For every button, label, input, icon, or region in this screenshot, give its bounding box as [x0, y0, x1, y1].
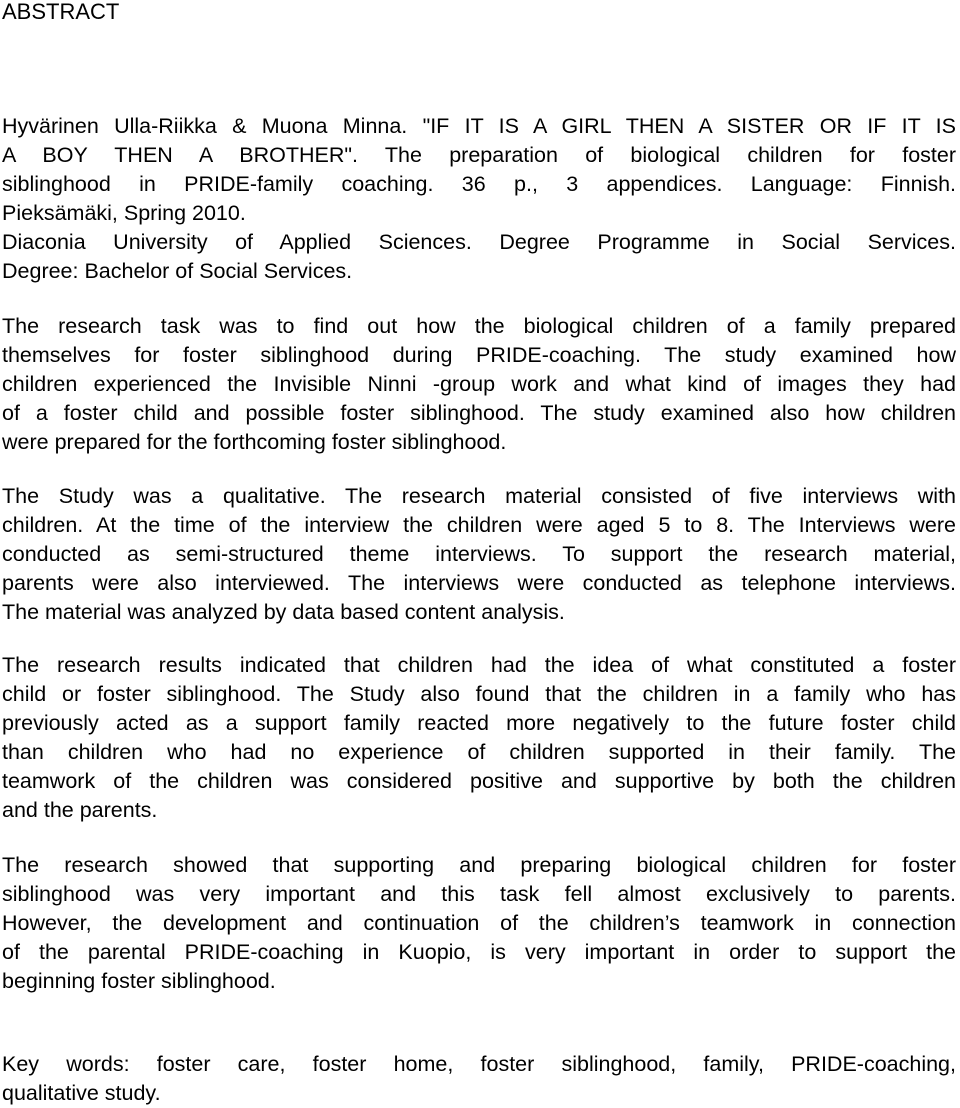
method-line: parents were also interviewed. The interviews were conducted as telephone interviews. [2, 570, 956, 595]
citation-line: A BOY THEN A BROTHER". The preparation of biological children for foster [2, 142, 956, 167]
results-line: than children who had no experience of children supported in their family. The [2, 739, 956, 764]
citation-line: Diaconia University of Applied Sciences. Degree Programme in Social Services. [2, 229, 956, 254]
research-task-line: children experienced the Invisible Ninni -group work and what kind of images they had [2, 371, 956, 396]
conclusion-line: However, the development and continuation of the children’s teamwork in connection [2, 910, 956, 935]
citation-paragraph [2, 112, 956, 285]
research-task-line: were prepared for the forthcoming foster siblinghood. [2, 429, 507, 454]
method-line: conducted as semi-structured theme interviews. To support the research material, [2, 541, 956, 566]
abstract-heading: ABSTRACT [2, 0, 120, 24]
method-line: children. At the time of the interview the children were aged 5 to 8. The Interviews were [2, 512, 956, 537]
results-line: child or foster siblinghood. The Study also found that the children in a family who has [2, 681, 956, 706]
keywords-line: qualitative study. [2, 1080, 161, 1105]
method-paragraph [2, 482, 956, 627]
keywords-line: Key words: foster care, foster home, foster siblinghood, family, PRIDE-coaching, [2, 1052, 956, 1076]
conclusion-paragraph [2, 851, 956, 996]
research-task-paragraph [2, 312, 956, 457]
research-task-line: of a foster child and possible foster siblinghood. The study examined also how children [2, 400, 956, 425]
method-line: The material was analyzed by data based content analysis. [2, 599, 565, 624]
conclusion-line: siblinghood was very important and this task fell almost exclusively to parents. [2, 881, 956, 906]
conclusion-line: beginning foster siblinghood. [2, 968, 276, 993]
results-line: previously acted as a support family reacted more negatively to the future foster child [2, 710, 956, 735]
research-task-line: The research task was to find out how the biological children of a family prepared [2, 314, 956, 338]
citation-line: siblinghood in PRIDE-family coaching. 36 p., 3 appendices. Language: Finnish. [2, 171, 956, 196]
conclusion-line: of the parental PRIDE-coaching in Kuopio, is very important in order to support the [2, 939, 956, 964]
citation-line: Degree: Bachelor of Social Services. [2, 258, 353, 283]
results-paragraph [2, 651, 956, 824]
citation-line: Hyvärinen Ulla-Riikka & Muona Minna. "IF IT IS A GIRL THEN A SISTER OR IF IT IS [2, 114, 956, 138]
research-task-line: themselves for foster siblinghood during PRIDE-coaching. The study examined how [2, 342, 956, 367]
keywords-paragraph [2, 1050, 956, 1108]
conclusion-line: The research showed that supporting and preparing biological children for foster [2, 853, 956, 877]
citation-line: Pieksämäki, Spring 2010. [2, 200, 246, 225]
results-line: The research results indicated that children had the idea of what constituted a foster [2, 653, 956, 677]
results-line: teamwork of the children was considered positive and supportive by both the children [2, 768, 956, 793]
method-line: The Study was a qualitative. The research material consisted of five interviews with [2, 484, 956, 508]
results-line: and the parents. [2, 797, 158, 822]
